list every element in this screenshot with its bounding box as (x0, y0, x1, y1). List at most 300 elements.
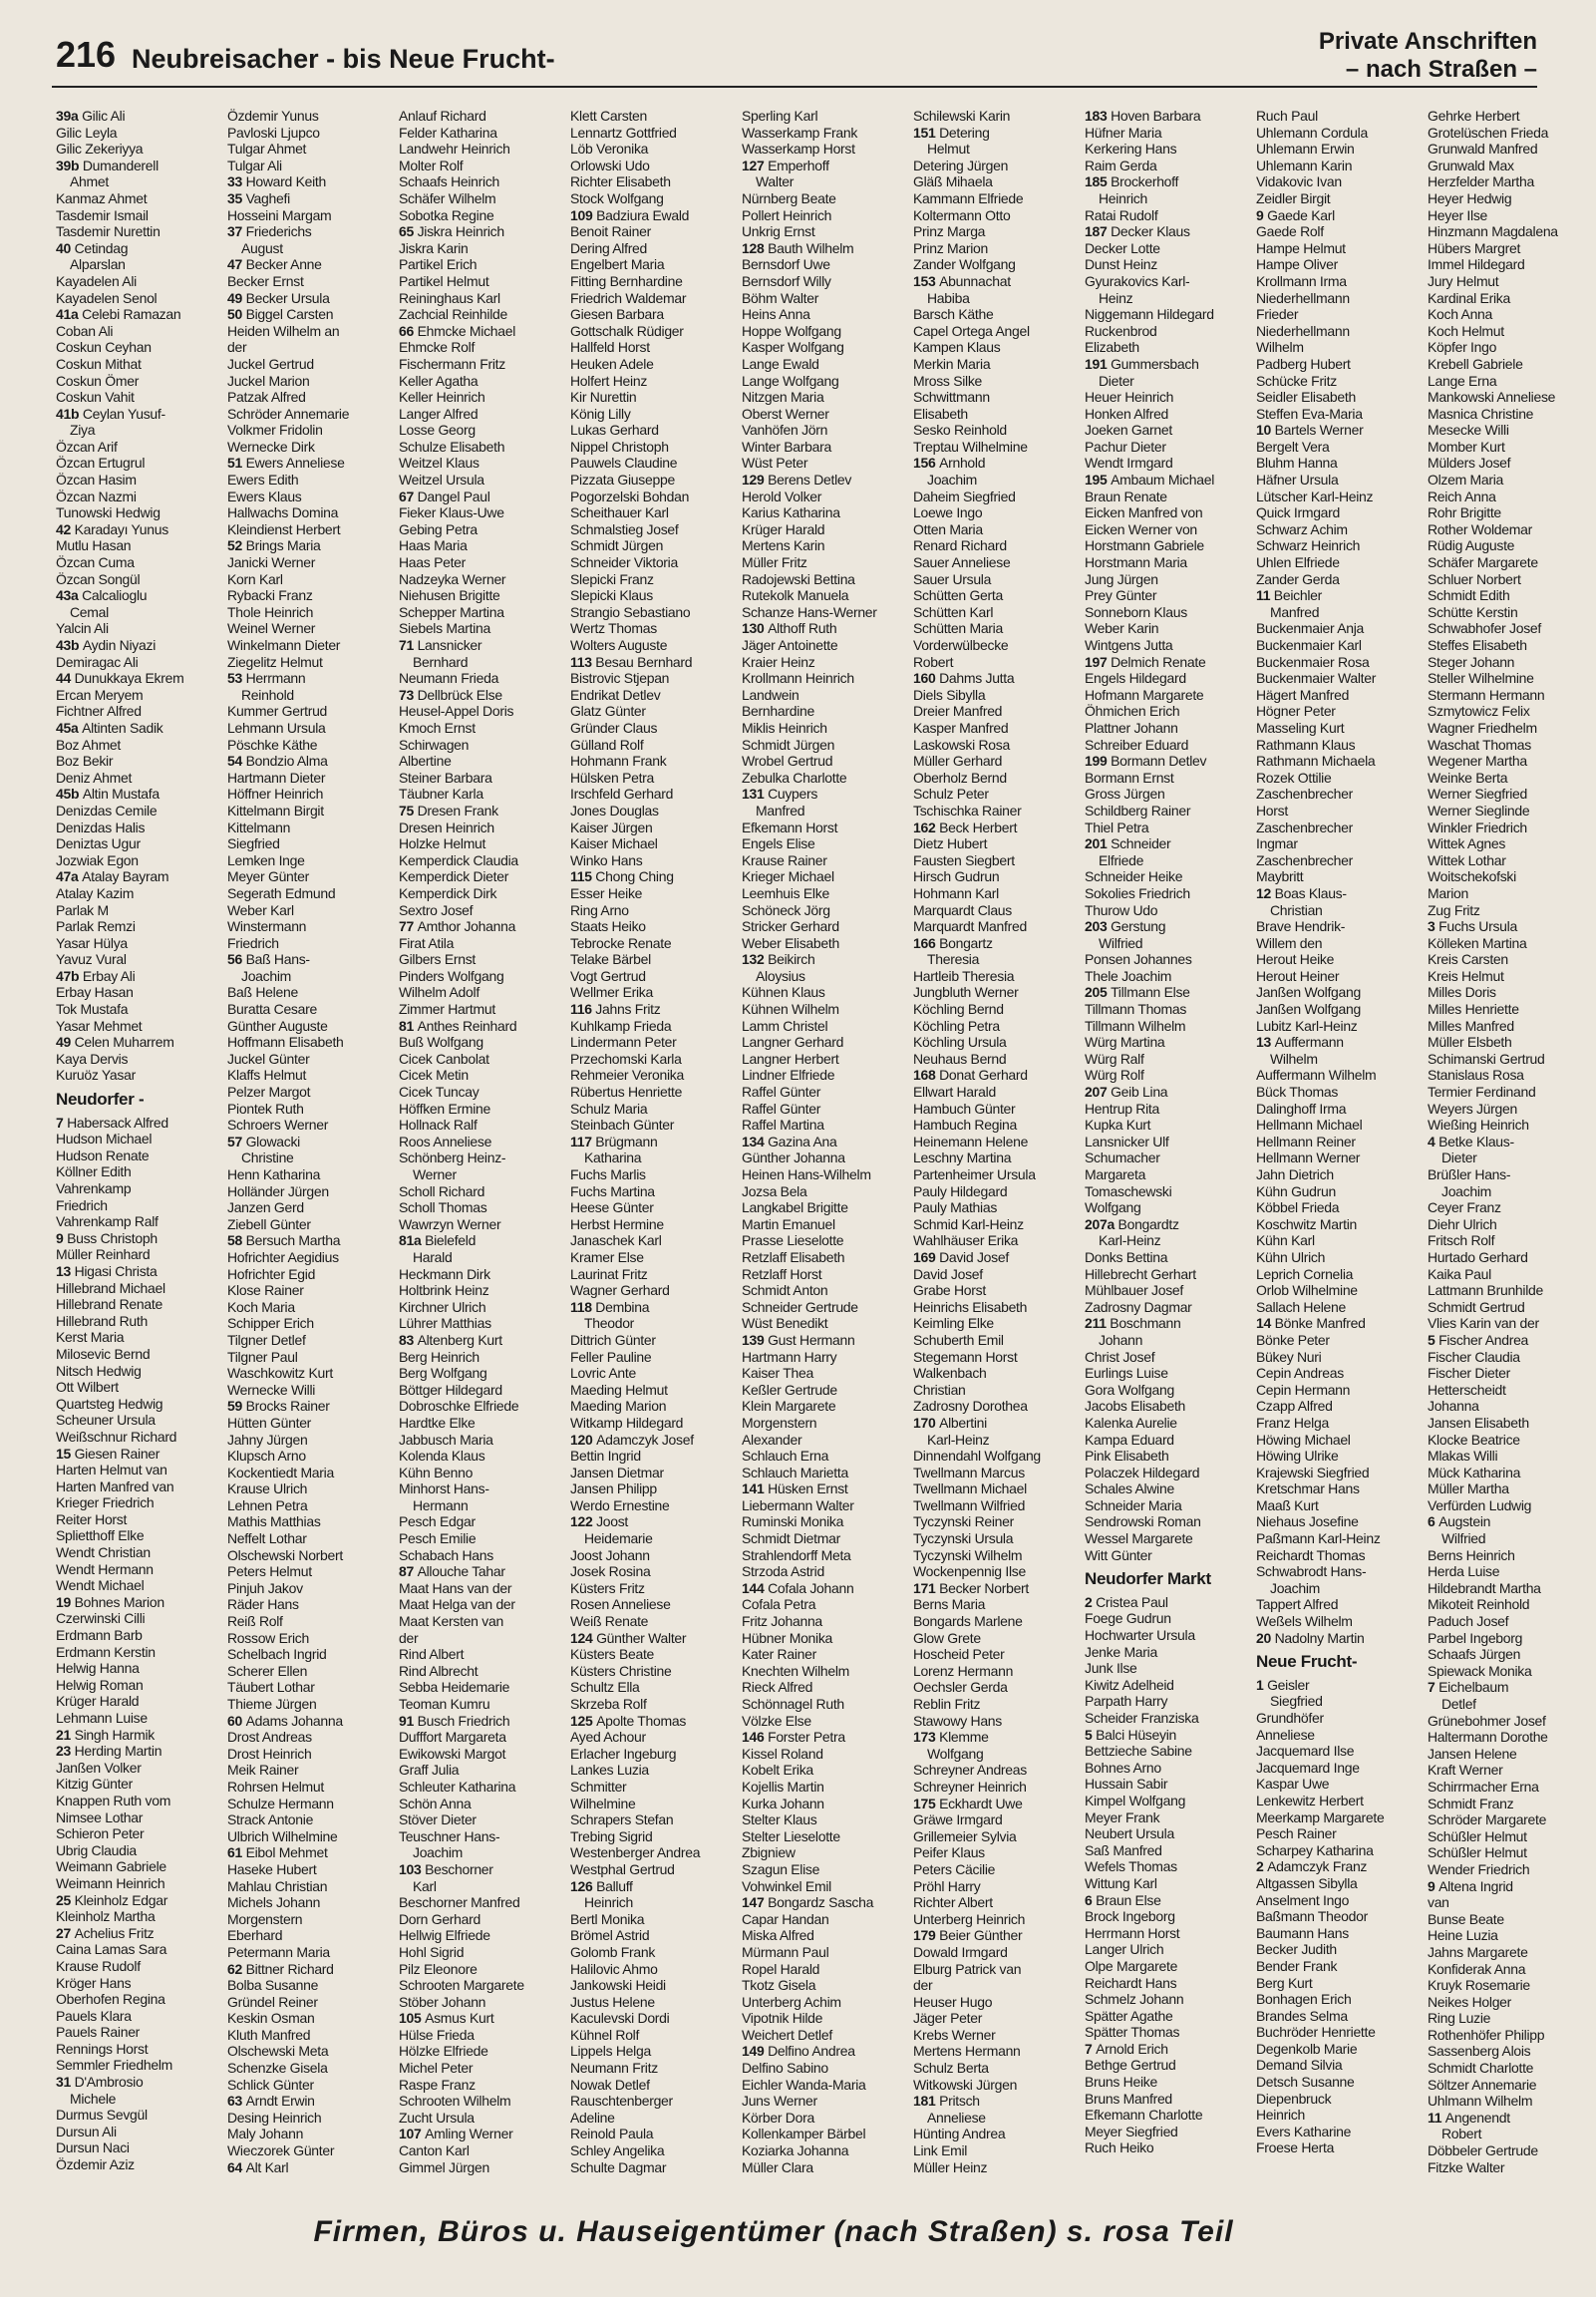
resident-entry: Siegfried (227, 835, 280, 852)
house-number-entry (56, 968, 224, 985)
house-number-entry (1256, 207, 1425, 224)
resident-entry: Hoscheid Peter (913, 1646, 1005, 1663)
resident-entry: Jacquemard Inge (1256, 1759, 1360, 1776)
resident-entry: Pauly Mathias (913, 1199, 998, 1216)
resident-entry: Czerwinski Cilli (56, 1610, 146, 1627)
resident-name: Glowacki (245, 1133, 300, 1149)
resident-entry: Grillemeier Sylvia (913, 1827, 1017, 1844)
house-number-entry (570, 1513, 739, 1530)
resident-entry: Herbst Hermine (570, 1215, 664, 1232)
resident-entry: Oberst Werner (742, 405, 829, 422)
resident-name: Jiskra Heinrich (417, 223, 504, 240)
resident-entry: Lührer Matthias (399, 1315, 491, 1332)
resident-entry: Pilz Eleonore (399, 1960, 478, 1977)
resident-entry: Kleindienst Herbert (227, 520, 341, 537)
resident-entry: Raffel Martina (742, 1117, 824, 1134)
resident-entry: Höwing Ulrike (1256, 1448, 1339, 1465)
resident-entry: Buckenmaier Anja (1256, 620, 1365, 637)
resident-entry: Sassenberg Alois (1428, 2043, 1531, 2060)
resident-name: Eckhardt Uwe (939, 1795, 1023, 1811)
resident-entry: Lehnen Petra (227, 1496, 308, 1513)
resident-entry: Yalcin Ali (56, 620, 109, 637)
resident-entry: Jacobs Elisabeth (1085, 1398, 1186, 1415)
resident-entry: Drost Heinrich (227, 1745, 312, 1762)
resident-entry: Schilewski Karin (913, 108, 1011, 124)
house-number: 47b (56, 967, 83, 984)
resident-entry: Kluth Manfred (227, 2026, 311, 2043)
resident-entry: Aloysius (756, 967, 805, 984)
house-number: 81 (399, 1017, 418, 1034)
house-number: 3 (1428, 918, 1439, 935)
resident-entry: Hillebrand Renate (56, 1296, 162, 1313)
resident-entry: Nitsch Hedwig (56, 1362, 142, 1379)
resident-name: Ehmcke Michael (417, 322, 516, 339)
resident-name: Becker Norbert (939, 1579, 1030, 1596)
resident-name: Aydin Niyazi (82, 637, 157, 653)
house-number-entry (1256, 1315, 1425, 1332)
resident-name: Geisler (1267, 1676, 1310, 1693)
page-number: 216 (56, 34, 117, 75)
house-number: 195 (1085, 472, 1112, 489)
resident-entry: Demand Silvia (1256, 2057, 1343, 2074)
resident-name: Singh Harmik (74, 1726, 155, 1743)
house-number: 127 (742, 157, 769, 173)
resident-entry: Janicki Werner (227, 554, 316, 571)
resident-entry: Ruch Paul (1256, 108, 1318, 124)
house-number-entry (227, 2093, 396, 2110)
resident-name: Amthor Johanna (417, 918, 516, 935)
resident-entry: Weinke Berta (1428, 769, 1508, 786)
resident-entry: Korn Karl (227, 570, 283, 587)
resident-entry: Jansen Philipp (570, 1480, 657, 1497)
house-number: 107 (399, 2126, 426, 2142)
resident-entry: Merkin Maria (913, 355, 991, 372)
resident-entry: Pesch Rainer (1256, 1825, 1337, 1842)
house-number: 65 (399, 223, 418, 240)
resident-entry: Robert (1441, 2126, 1482, 2142)
resident-entry: Schmidt Charlotte (1428, 2060, 1534, 2077)
resident-entry: Heinrich (584, 1894, 633, 1911)
resident-entry: Denizdas Halis (56, 819, 146, 835)
resident-entry: Jones Douglas (570, 802, 659, 819)
resident-entry: Grabe Horst (913, 1282, 986, 1299)
resident-entry: Berg Wolfgang (399, 1365, 487, 1382)
resident-entry: Öhmichen Erich (1085, 703, 1180, 720)
resident-entry: Horst (1256, 802, 1288, 819)
resident-entry: Morgenstern (227, 1910, 303, 1927)
house-number: 207a (1085, 1215, 1118, 1232)
resident-entry: Delfino Sabino (742, 2060, 828, 2077)
house-number-entry (570, 1630, 739, 1647)
resident-entry: Ercan Meryem (56, 686, 144, 703)
resident-entry: Neikes Holger (1428, 1993, 1512, 2010)
resident-entry: Müller Clara (742, 2158, 813, 2175)
resident-entry: Siebels Martina (399, 620, 490, 637)
resident-entry: Lenkewitz Herbert (1256, 1792, 1364, 1808)
resident-entry: Deniz Ahmet (56, 769, 133, 786)
resident-entry: Joachim (241, 967, 292, 984)
resident-name: Decker Klaus (1111, 223, 1190, 240)
resident-name: Altin Mustafa (82, 786, 160, 803)
resident-entry: Tyczynski Reiner (913, 1513, 1015, 1530)
resident-entry: Becker Judith (1256, 1941, 1337, 1958)
resident-entry: Gebing Petra (399, 520, 478, 537)
resident-name: Balluff (596, 1877, 633, 1894)
resident-entry: Hetterscheidt (1428, 1381, 1506, 1398)
house-number-entry (1256, 885, 1425, 902)
house-number: 60 (227, 1712, 246, 1729)
resident-entry: Hübner Monika (742, 1629, 833, 1646)
resident-entry: Loewe Ingo (913, 504, 983, 521)
resident-entry: Wockenpennig Ilse (913, 1563, 1026, 1580)
resident-name: Gazina Ana (768, 1133, 837, 1149)
resident-entry: Twellmann Michael (913, 1480, 1027, 1497)
resident-entry: Habiba (927, 289, 970, 306)
resident-entry: Niehaus Josefine (1256, 1513, 1359, 1530)
resident-entry: Staats Heiko (570, 918, 646, 935)
resident-entry: Anselment Ingo (1256, 1891, 1350, 1908)
resident-entry: Vahrenkamp (56, 1180, 132, 1196)
resident-entry: Schulze Hermann (227, 1795, 334, 1811)
resident-entry: Schanze Hans-Werner (742, 603, 877, 620)
house-number-entry (570, 207, 739, 224)
house-number: 203 (1085, 918, 1112, 935)
resident-entry: Anlauf Richard (399, 108, 486, 124)
resident-entry: Rathmann Klaus (1256, 736, 1356, 753)
resident-entry: Schmelz Johann (1085, 1991, 1184, 2008)
resident-entry: Raffel Günter (742, 1100, 821, 1117)
resident-entry: Reinhold (241, 686, 294, 703)
house-number: 197 (1085, 653, 1112, 670)
resident-entry: Scheithauer Karl (570, 504, 669, 521)
house-number-entry (1085, 918, 1253, 935)
house-number: 199 (1085, 753, 1112, 770)
resident-entry: Köllner Edith (56, 1163, 132, 1180)
resident-entry: Walter (756, 173, 795, 190)
resident-entry: Lindermann Peter (570, 1034, 677, 1051)
house-number-entry (742, 951, 910, 968)
resident-entry: Golomb Frank (570, 1943, 656, 1960)
resident-entry: Honken Alfred (1085, 405, 1169, 422)
house-number: 58 (227, 1232, 246, 1249)
resident-entry: Auffermann Wilhelm (1256, 1067, 1377, 1084)
resident-entry: Atalay Kazim (56, 884, 135, 901)
resident-entry: Vohwinkel Emil (742, 1877, 831, 1894)
house-number-entry (1085, 1727, 1253, 1744)
resident-entry: Heyer Ilse (1428, 206, 1488, 223)
house-number: 52 (227, 537, 246, 554)
resident-entry: Weitzel Klaus (399, 455, 479, 472)
resident-entry: Wilhelmine (570, 1795, 636, 1811)
resident-name: Abunnachat (939, 272, 1011, 289)
resident-entry: Krause Rudolf (56, 1957, 141, 1974)
house-number: 73 (399, 686, 418, 703)
resident-entry: Rehmeier Veronika (570, 1067, 684, 1084)
resident-entry: Schluer Norbert (1428, 570, 1521, 587)
resident-entry: Klett Carsten (570, 108, 648, 124)
house-number: 71 (399, 637, 418, 653)
resident-entry: Jury Helmut (1428, 272, 1499, 289)
resident-entry: Schmidt Franz (1428, 1795, 1514, 1811)
resident-entry: Schneider Maria (1085, 1496, 1182, 1513)
street-heading: Neudorfer Markt (1085, 1569, 1211, 1589)
resident-entry: Hinzmann Magdalena (1428, 223, 1558, 240)
resident-entry: Kuruöz Yasar (56, 1067, 136, 1084)
resident-entry: Hudson Renate (56, 1147, 150, 1163)
resident-entry: Fischermann Fritz (399, 355, 505, 372)
house-number: 126 (570, 1877, 597, 1894)
resident-entry: Harten Helmut van (56, 1462, 167, 1478)
resident-entry: Schirrmacher Erna (1428, 1778, 1539, 1795)
resident-name: Gerstung (1111, 918, 1166, 935)
house-number: 151 (913, 124, 940, 141)
resident-name: Cristea Paul (1096, 1593, 1168, 1610)
resident-entry: Wittek Agnes (1428, 835, 1506, 852)
resident-name: Bönke Manfred (1274, 1315, 1366, 1332)
resident-entry: Wendt Michael (56, 1577, 145, 1594)
resident-name: Emperhoff (768, 157, 829, 173)
house-number-entry (742, 1332, 910, 1349)
resident-entry: Schmidt Edith (1428, 587, 1510, 604)
resident-entry: Peters Cäcilie (913, 1860, 996, 1877)
resident-entry: Boz Ahmet (56, 736, 122, 753)
house-number: 87 (399, 1563, 418, 1580)
resident-entry: Frieder (1256, 306, 1299, 323)
resident-name: Buss Christoph (67, 1229, 158, 1246)
house-number: 33 (227, 173, 246, 190)
resident-entry: Kramer Else (570, 1248, 644, 1265)
house-number: 51 (227, 455, 246, 472)
resident-entry: Hohmann Frank (570, 753, 667, 770)
resident-entry: Özdemir Yunus (227, 108, 319, 124)
house-number: 62 (227, 1960, 246, 1977)
resident-entry: Rauschtenberger (570, 2093, 673, 2110)
resident-entry: Schulz Maria (570, 1100, 648, 1117)
resident-entry: Herrmann Horst (1085, 1924, 1180, 1941)
resident-entry: Canton Karl (399, 2142, 470, 2159)
resident-entry: Pizzata Giuseppe (570, 472, 675, 489)
resident-entry: Winkler Friedrich (1428, 819, 1527, 835)
resident-entry: Özcan Cuma (56, 554, 135, 571)
resident-entry: Kollenkamper Bärbel (742, 2126, 866, 2142)
resident-entry: Tasdemir Ismail (56, 206, 149, 223)
resident-entry: Grunwald Manfred (1428, 141, 1538, 158)
resident-entry: Hallfeld Horst (570, 339, 650, 356)
resident-entry: Eurlings Luise (1085, 1365, 1168, 1382)
resident-entry: Tulgar Ali (227, 157, 282, 173)
resident-entry: Schwabrodt Hans- (1256, 1563, 1367, 1580)
resident-entry: Kockentiedt Maria (227, 1464, 334, 1480)
resident-entry: Kemperdick Dirk (399, 884, 497, 901)
resident-entry: Zbigniew (742, 1844, 796, 1861)
resident-entry: Detlef (1441, 1696, 1476, 1712)
resident-entry: Spätter Agathe (1085, 2007, 1173, 2024)
house-number-entry (1085, 654, 1253, 671)
resident-entry: Tulgar Ahmet (227, 141, 307, 158)
resident-entry: Capel Ortega Angel (913, 322, 1030, 339)
resident-entry: Gläß Mihaela (913, 173, 993, 190)
resident-entry: Baumann Hans (1256, 1924, 1349, 1941)
resident-entry: Meyer Günter (227, 868, 309, 885)
resident-entry: Wittung Karl (1085, 1874, 1157, 1891)
resident-entry: Ulbrich Wilhelmine (227, 1827, 338, 1844)
house-number: 118 (570, 1298, 596, 1315)
resident-entry: Schmidt Anton (742, 1282, 828, 1299)
resident-entry: Telake Bärbel (570, 951, 651, 968)
resident-entry: Holzke Helmut (399, 835, 486, 852)
resident-entry: Bönke Peter (1256, 1331, 1330, 1348)
house-number-entry (227, 951, 396, 968)
resident-entry: Özcan Arif (56, 438, 118, 455)
resident-name: Besau Bernhard (595, 653, 693, 670)
resident-entry: Bohnes Arno (1085, 1759, 1161, 1776)
resident-name: Auffermann (1274, 1034, 1344, 1051)
resident-entry: Winstermann (227, 918, 307, 935)
resident-entry: Friedrich Waldemar (570, 289, 687, 306)
resident-entry: Desing Heinrich (227, 2109, 322, 2126)
resident-name: Brings Maria (245, 537, 321, 554)
house-number-entry (399, 1563, 567, 1580)
resident-entry: Ahmet (70, 173, 109, 190)
resident-entry: Dunst Heinz (1085, 256, 1157, 273)
resident-name: Bielefeld (425, 1232, 477, 1249)
house-number: 49 (56, 1034, 75, 1051)
resident-entry: Uhlemann Karin (1256, 157, 1353, 173)
resident-entry: Sauer Ursula (913, 570, 992, 587)
resident-entry: Wintgens Jutta (1085, 637, 1173, 653)
resident-name: Beichler (1273, 587, 1322, 604)
resident-entry: Berg Kurt (1256, 1974, 1313, 1991)
resident-entry: Schücke Fritz (1256, 372, 1337, 389)
resident-entry: Schwabhofer Josef (1428, 620, 1541, 637)
resident-entry: Peifer Klaus (913, 1844, 985, 1861)
resident-entry: Kühnen Wilhelm (742, 1001, 839, 1018)
resident-entry: Weimann Heinrich (56, 1874, 165, 1891)
resident-entry: Landwein (742, 686, 799, 703)
resident-name: Pritsch (939, 2093, 980, 2110)
resident-entry: Spätter Thomas (1085, 2024, 1180, 2041)
resident-entry: Hübers Margret (1428, 239, 1521, 256)
house-number-entry (570, 1878, 739, 1895)
resident-entry: Pauwels Claudine (570, 455, 678, 472)
resident-entry: Hellmann Michael (1256, 1117, 1363, 1134)
resident-entry: Hoppe Wolfgang (742, 322, 841, 339)
resident-entry: Petermann Maria (227, 1943, 330, 1960)
resident-entry: Tunowski Hedwig (56, 504, 160, 521)
resident-entry: Zucht Ursula (399, 2109, 475, 2126)
resident-name: Herding Martin (74, 1743, 162, 1760)
resident-entry: Kampa Eduard (1085, 1431, 1174, 1448)
resident-entry: Bluhm Hanna (1256, 455, 1338, 472)
resident-entry: Jankowski Heidi (570, 1977, 666, 1994)
resident-entry: Lubitz Karl-Heinz (1256, 1017, 1358, 1034)
resident-entry: Laskowski Rosa (913, 736, 1010, 753)
resident-entry: Niehusen Brigitte (399, 587, 500, 604)
resident-entry: Sendrowski Roman (1085, 1513, 1201, 1530)
resident-entry: Coban Ali (56, 322, 114, 339)
house-number: 66 (399, 322, 418, 339)
resident-entry: Vanhöfen Jörn (742, 422, 828, 439)
resident-entry: Tappert Alfred (1256, 1596, 1339, 1613)
resident-entry: Fischer Claudia (1428, 1348, 1520, 1365)
resident-entry: Weber Elisabeth (742, 934, 839, 951)
resident-entry: Weitzel Ursula (399, 472, 484, 489)
resident-entry: Klupsch Arno (227, 1448, 306, 1465)
resident-name: Angenendt (1444, 2109, 1510, 2126)
resident-entry: Stanislaus Rosa (1428, 1067, 1524, 1084)
resident-entry: Lattmann Brunhilde (1428, 1282, 1544, 1299)
resident-entry: Helwig Hanna (56, 1660, 140, 1677)
house-number-entry (56, 240, 224, 257)
resident-entry: Reblin Fritz (913, 1696, 981, 1712)
resident-entry: Schmitter (570, 1778, 627, 1795)
resident-entry: Mankowski Anneliese (1428, 389, 1556, 406)
house-number: 7 (56, 1114, 68, 1131)
resident-entry: Diels Sibylla (913, 686, 986, 703)
resident-name: Bartels Werner (1274, 422, 1364, 439)
resident-entry: Lankes Luzia (570, 1762, 649, 1779)
resident-entry: Bükey Nuri (1256, 1348, 1322, 1365)
resident-entry: Cicek Metin (399, 1067, 469, 1084)
resident-entry: der (913, 1977, 933, 1994)
resident-entry: Heinen Hans-Wilhelm (742, 1166, 871, 1182)
resident-entry: Niederhellmann (1256, 289, 1350, 306)
house-number-entry (399, 2126, 567, 2142)
house-number-entry (1085, 1892, 1253, 1909)
resident-entry: Dobroschke Elfriede (399, 1398, 519, 1415)
resident-entry: Keller Agatha (399, 372, 479, 389)
resident-name: Friederichs (245, 223, 312, 240)
house-number-entry (1085, 984, 1253, 1001)
resident-entry: Unterberg Heinrich (913, 1910, 1026, 1927)
resident-entry: Ruminski Monika (742, 1513, 844, 1530)
resident-entry: Schlauch Marietta (742, 1464, 848, 1480)
house-number-entry (227, 537, 396, 554)
resident-entry: Fichtner Alfred (56, 703, 142, 720)
resident-entry: Zeidler Birgit (1256, 189, 1331, 206)
resident-name: Dumanderell (82, 157, 159, 173)
house-number: 125 (570, 1712, 597, 1729)
resident-name: Arnhold (939, 455, 986, 472)
resident-entry: Böhm Walter (742, 289, 819, 306)
resident-entry: Kardinal Erika (1428, 289, 1510, 306)
house-number-entry (913, 1729, 1082, 1746)
resident-entry: Zug Fritz (1428, 901, 1480, 918)
resident-entry: Schulz Peter (913, 786, 989, 803)
house-number-entry (1256, 587, 1425, 604)
resident-entry: Krieger Friedrich (56, 1494, 155, 1511)
resident-entry: Gottschalk Rüdiger (570, 322, 684, 339)
resident-entry: Becker Ernst (227, 272, 304, 289)
resident-entry: Splietthoff Elke (56, 1527, 145, 1544)
resident-entry: Karl-Heinz (927, 1431, 990, 1448)
house-number: 169 (913, 1248, 940, 1265)
house-number-entry (1085, 356, 1253, 373)
house-number: 9 (1256, 206, 1268, 223)
resident-entry: Efkemann Horst (742, 819, 838, 835)
house-number: 45a (56, 719, 83, 736)
resident-entry: Dursun Naci (56, 2139, 130, 2156)
resident-entry: Dietz Hubert (913, 835, 988, 852)
house-number-entry (742, 786, 910, 803)
resident-entry: Peters Helmut (227, 1563, 312, 1580)
house-number: 47a (56, 868, 83, 885)
house-number-entry (742, 472, 910, 489)
resident-entry: Kaika Paul (1428, 1265, 1491, 1282)
resident-entry: Berns Heinrich (1428, 1546, 1515, 1563)
resident-entry: Schütte Kerstin (1428, 603, 1518, 620)
resident-entry: Kröger Hans (56, 1974, 132, 1991)
